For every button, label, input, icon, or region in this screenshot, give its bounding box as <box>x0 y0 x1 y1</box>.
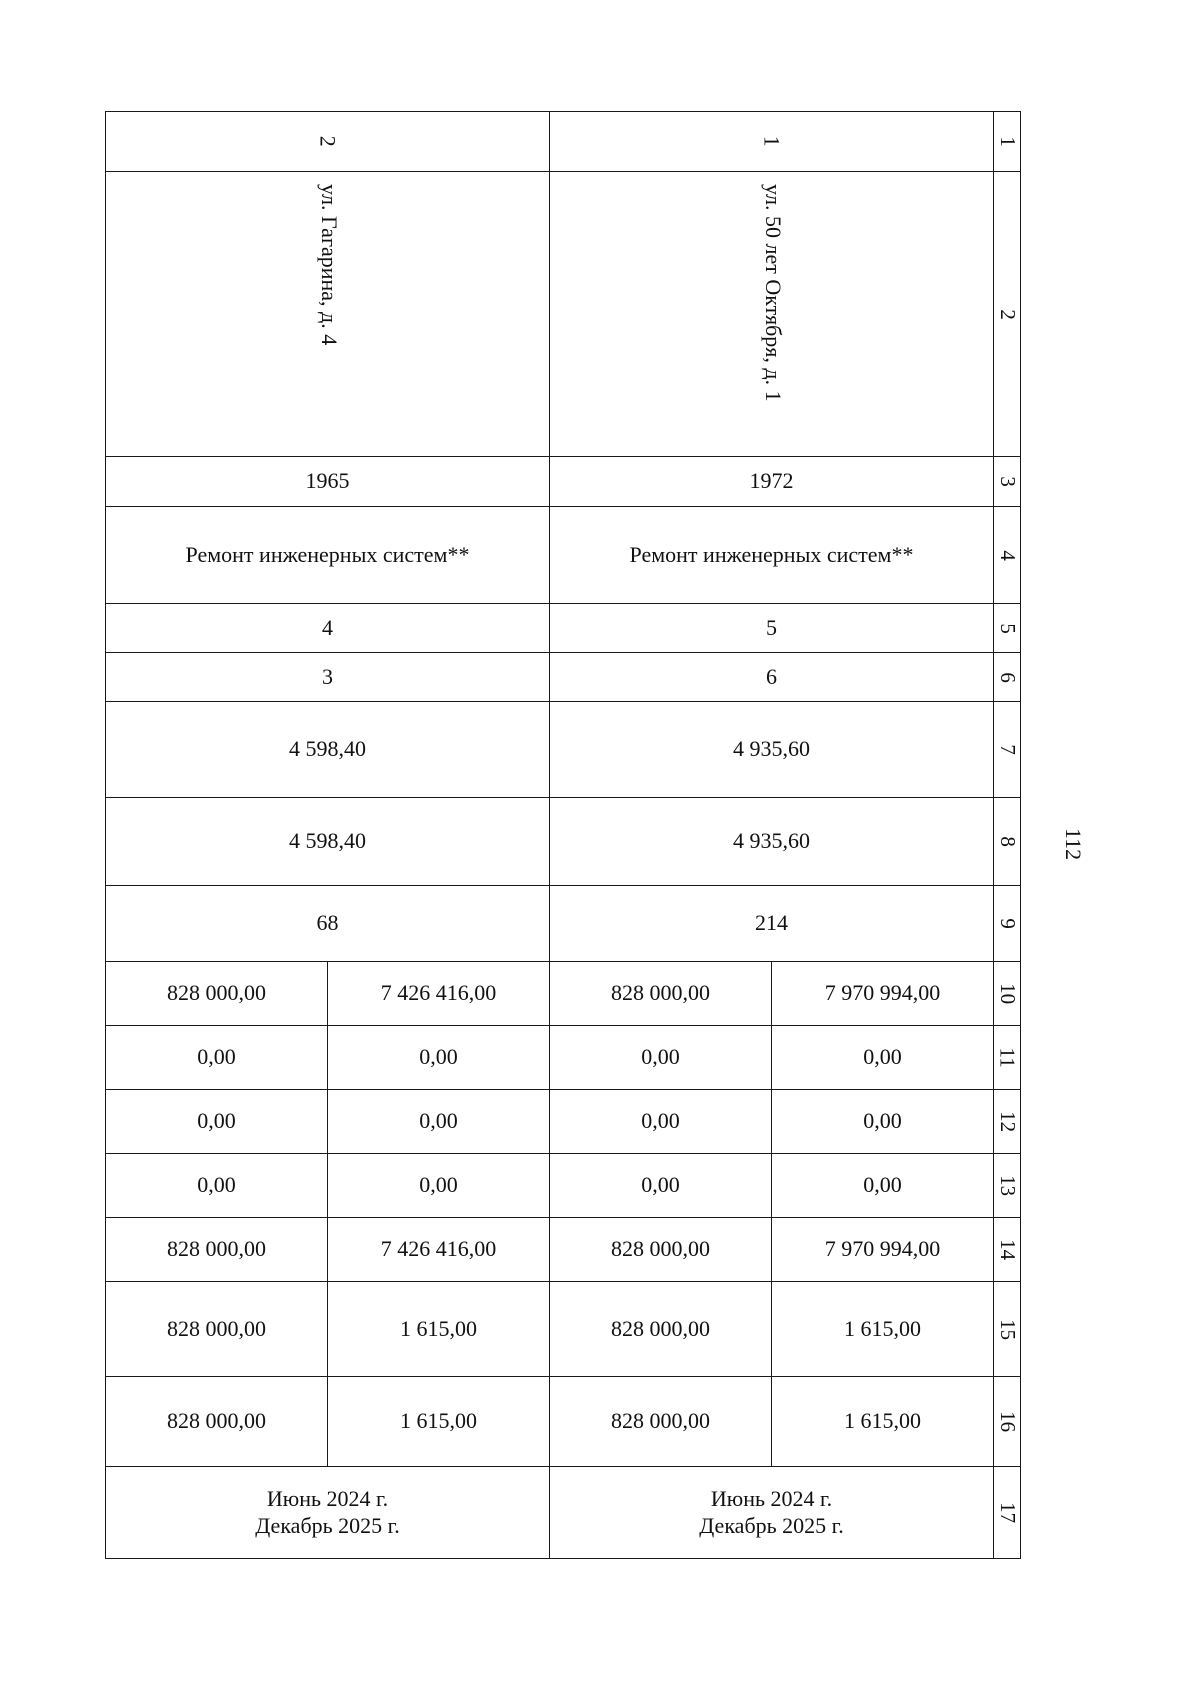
column-index-cell: 12 <box>994 1090 1021 1154</box>
column-index-cell: 1 <box>994 112 1021 172</box>
period-start: Июнь 2024 г. <box>710 1486 833 1512</box>
amount-cell: 828 000,00 <box>550 962 772 1026</box>
table-row <box>106 1218 1021 1282</box>
amount-cell: 1 615,00 <box>328 1282 550 1377</box>
table-row <box>106 1467 1021 1559</box>
table-row <box>106 604 1021 653</box>
table-row <box>106 1090 1021 1154</box>
amount-cell: 828 000,00 <box>550 1377 772 1467</box>
area-cell: 4 935,60 <box>550 702 994 798</box>
column-index-cell: 2 <box>994 172 1021 457</box>
amount-cell: 7 426 416,00 <box>328 1218 550 1282</box>
column-index-cell: 5 <box>994 604 1021 653</box>
period-cell <box>106 1467 550 1559</box>
period-cell <box>550 1467 994 1559</box>
amount-cell: 0,00 <box>772 1154 994 1218</box>
address-cell: ул. Гагарина, д. 4 <box>106 172 550 457</box>
column-index-cell: 6 <box>994 653 1021 702</box>
column-index-cell: 14 <box>994 1218 1021 1282</box>
amount-cell: 0,00 <box>772 1090 994 1154</box>
amount-cell: 0,00 <box>772 1026 994 1090</box>
area-cell: 4 598,40 <box>106 798 550 886</box>
address-cell: ул. 50 лет Октября, д. 1 <box>550 172 994 457</box>
work-type-cell: Ремонт инженерных систем** <box>550 507 994 604</box>
table-row <box>106 653 1021 702</box>
area-cell: 4 598,40 <box>106 702 550 798</box>
year-cell: 1965 <box>106 457 550 507</box>
table-row <box>106 886 1021 962</box>
table-row <box>106 172 1021 457</box>
year-cell: 1972 <box>550 457 994 507</box>
amount-cell: 7 970 994,00 <box>772 962 994 1026</box>
amount-cell: 828 000,00 <box>106 1218 328 1282</box>
amount-cell: 0,00 <box>328 1090 550 1154</box>
column-index-cell: 9 <box>994 886 1021 962</box>
table-row <box>106 1282 1021 1377</box>
value-cell: 4 <box>106 604 550 653</box>
column-index-cell: 16 <box>994 1377 1021 1467</box>
residents-cell: 68 <box>106 886 550 962</box>
amount-cell: 828 000,00 <box>106 1377 328 1467</box>
residents-cell: 214 <box>550 886 994 962</box>
table-row <box>106 702 1021 798</box>
amount-cell: 0,00 <box>328 1026 550 1090</box>
amount-cell: 0,00 <box>550 1154 772 1218</box>
object-number-cell: 2 <box>106 112 550 172</box>
amount-cell: 7 426 416,00 <box>328 962 550 1026</box>
column-index-cell: 3 <box>994 457 1021 507</box>
column-index-cell: 15 <box>994 1282 1021 1377</box>
column-index-cell: 17 <box>994 1467 1021 1559</box>
amount-cell: 0,00 <box>106 1090 328 1154</box>
column-index-cell: 13 <box>994 1154 1021 1218</box>
amount-cell: 828 000,00 <box>106 962 328 1026</box>
column-index-cell: 10 <box>994 962 1021 1026</box>
table-row <box>106 507 1021 604</box>
period-start: Июнь 2024 г. <box>266 1486 389 1512</box>
amount-cell: 828 000,00 <box>106 1282 328 1377</box>
object-number-cell: 1 <box>550 112 994 172</box>
table-row <box>106 1154 1021 1218</box>
column-index-cell: 7 <box>994 702 1021 798</box>
amount-cell: 0,00 <box>106 1026 328 1090</box>
amount-cell: 0,00 <box>550 1090 772 1154</box>
table-row <box>106 1026 1021 1090</box>
capital-repair-table <box>105 111 1021 1559</box>
area-cell: 4 935,60 <box>550 798 994 886</box>
table-row <box>106 798 1021 886</box>
period-end: Декабрь 2025 г. <box>255 1512 400 1538</box>
value-cell: 6 <box>550 653 994 702</box>
amount-cell: 1 615,00 <box>772 1377 994 1467</box>
amount-cell: 0,00 <box>550 1026 772 1090</box>
column-index-cell: 8 <box>994 798 1021 886</box>
table-row <box>106 112 1021 172</box>
value-cell: 3 <box>106 653 550 702</box>
table-row <box>106 962 1021 1026</box>
amount-cell: 828 000,00 <box>550 1218 772 1282</box>
period-end: Декабрь 2025 г. <box>699 1512 844 1538</box>
amount-cell: 0,00 <box>106 1154 328 1218</box>
amount-cell: 0,00 <box>328 1154 550 1218</box>
work-type-cell: Ремонт инженерных систем** <box>106 507 550 604</box>
column-index-cell: 4 <box>994 507 1021 604</box>
amount-cell: 1 615,00 <box>772 1282 994 1377</box>
amount-cell: 7 970 994,00 <box>772 1218 994 1282</box>
value-cell: 5 <box>550 604 994 653</box>
table-row <box>106 457 1021 507</box>
column-index-cell: 11 <box>994 1026 1021 1090</box>
amount-cell: 1 615,00 <box>328 1377 550 1467</box>
amount-cell: 828 000,00 <box>550 1282 772 1377</box>
page-number: 112 <box>1061 828 1086 861</box>
table-row <box>106 1377 1021 1467</box>
